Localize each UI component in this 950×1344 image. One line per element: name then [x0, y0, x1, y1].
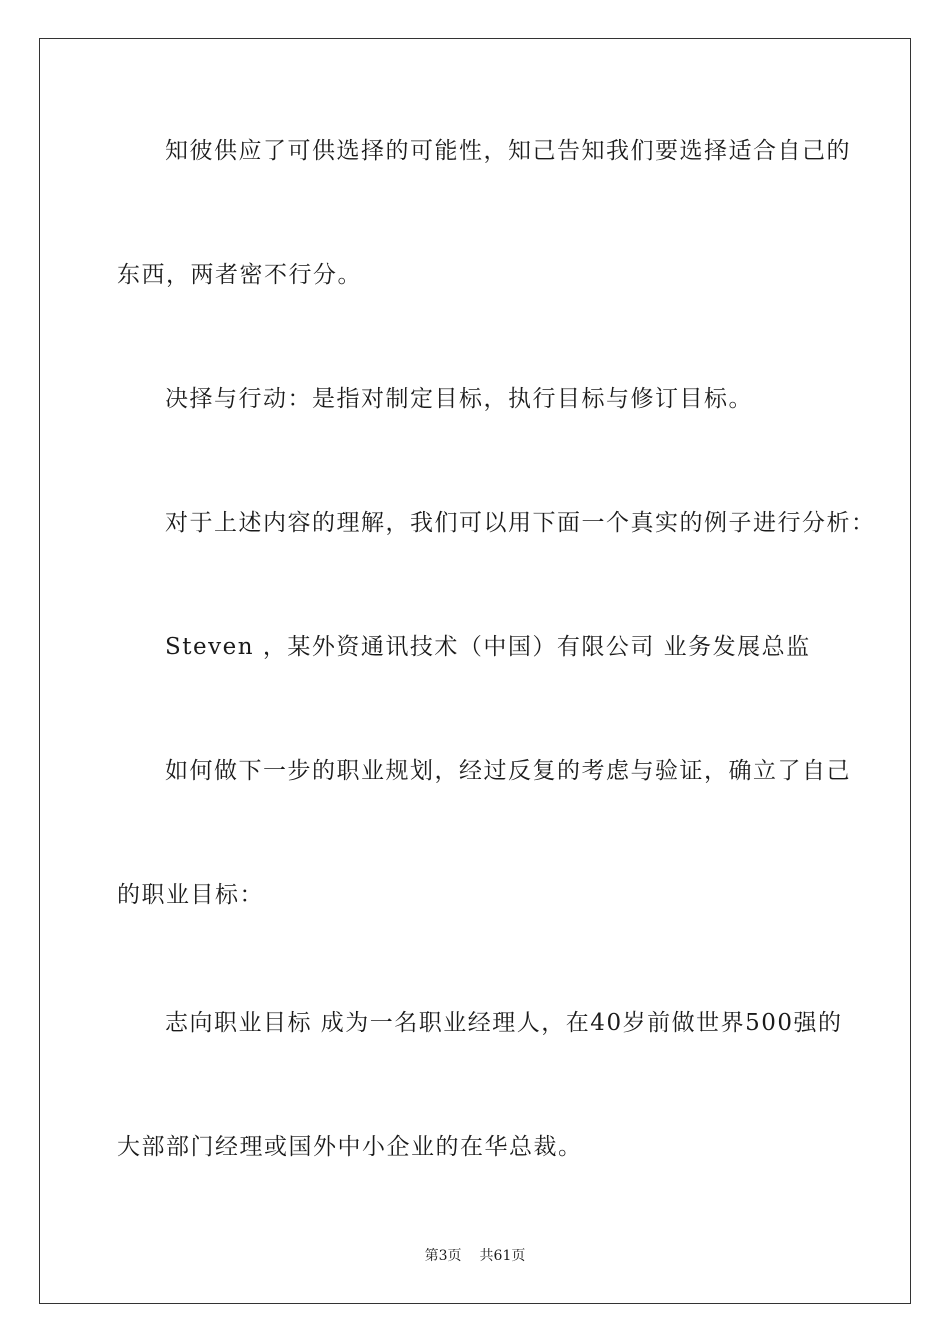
page-border [39, 38, 911, 1304]
body-text-line: 如何做下一步的职业规划，经过反复的考虑与验证，确立了自己 [165, 758, 851, 784]
body-text-line: 东西，两者密不行分。 [117, 262, 362, 288]
page-footer [0, 1246, 950, 1266]
page-number: 第3页 [424, 1248, 462, 1264]
body-text-line: 知彼供应了可供选择的可能性，知己告知我们要选择适合自己的 [165, 138, 851, 164]
page-total: 共61页 [479, 1248, 526, 1264]
body-text-line: 志向职业目标 成为一名职业经理人，在40岁前做世界500强的 [165, 1010, 843, 1036]
body-text-line: Steven ，某外资通讯技术（中国）有限公司 业务发展总监 [165, 634, 811, 660]
body-text-line: 大部部门经理或国外中小企业的在华总裁。 [117, 1134, 583, 1160]
body-text-line: 的职业目标： [117, 882, 264, 908]
body-text-line: 对于上述内容的理解，我们可以用下面一个真实的例子进行分析： [165, 510, 876, 536]
body-text-line: 决择与行动：是指对制定目标，执行目标与修订目标。 [165, 386, 753, 412]
